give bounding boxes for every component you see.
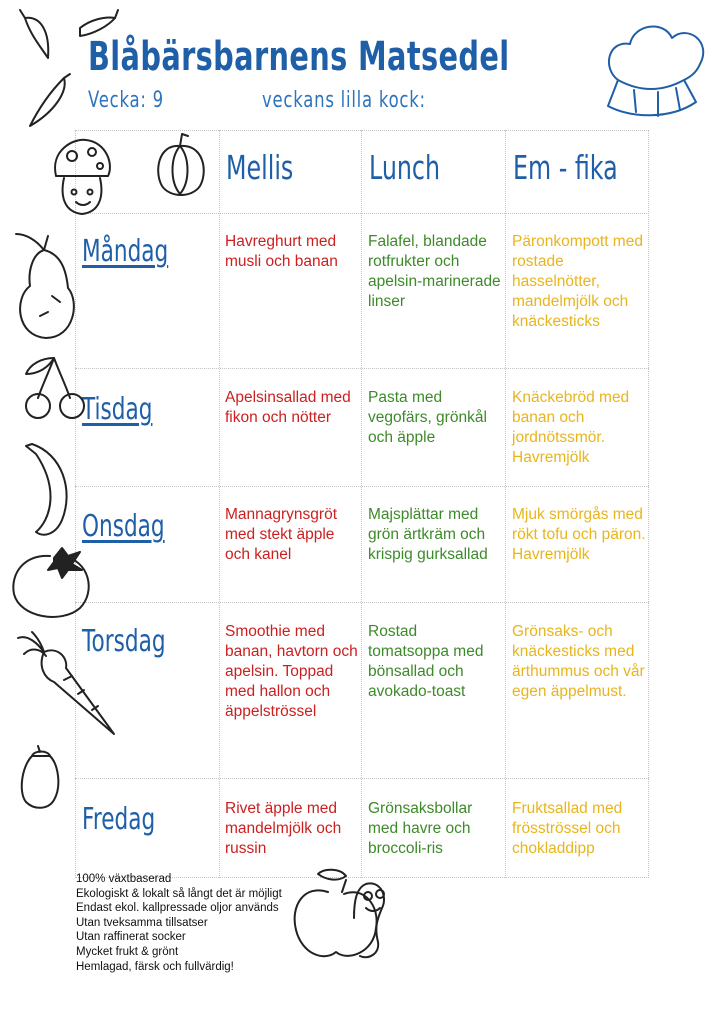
day-label-torsdag: Torsdag	[82, 624, 166, 659]
cook-label: veckans lilla kock:	[262, 88, 426, 113]
cell-fredag-lunch: Grönsaksbollar med havre och broccoli-ris	[368, 800, 473, 857]
note-item: 100% växtbaserad	[76, 873, 172, 885]
day-label-mandag: Måndag	[82, 234, 169, 269]
column-header-fika: Em - fika	[513, 148, 618, 187]
note-item: Utan raffinerat socker	[76, 931, 186, 944]
note-item: Ekologiskt & lokalt så långt det är möjligt	[76, 887, 282, 900]
day-label-fredag: Fredag	[82, 802, 156, 837]
week-label: Vecka: 9	[88, 88, 164, 113]
notes-list	[76, 872, 282, 974]
cell-tisdag-fika: Knäckebröd med banan och jordnötssmör. Havremjölk	[512, 389, 630, 466]
note-item: Mycket frukt & grönt	[76, 945, 179, 958]
note-item: Endast ekol. kallpressade oljor används	[76, 902, 279, 915]
cell-mandag-fika: Päronkompott med rostade hasselnötter, mandelmjölk och knäckesticks	[512, 233, 643, 330]
chili-pepper-icon	[10, 6, 120, 66]
cell-tisdag-lunch: Pasta med vegofärs, grönkål och äpple	[368, 389, 487, 446]
cell-tisdag-mellis: Apelsinsallad med fikon och nötter	[225, 389, 351, 426]
cherries-icon	[22, 354, 88, 420]
carrot-icon	[14, 630, 118, 740]
note-item: Hemlagad, färsk och fullvärdig!	[76, 960, 234, 973]
column-header-mellis: Mellis	[226, 148, 294, 187]
pumpkin-icon	[152, 132, 210, 198]
column-header-lunch: Lunch	[369, 148, 441, 187]
cell-torsdag-lunch: Rostad tomatsoppa med bönsallad och avokado-toast	[368, 623, 484, 700]
cell-onsdag-mellis: Mannagrynsgröt med stekt äpple och kanel	[225, 506, 338, 563]
cell-fredag-fika: Fruktsallad med frösströssel och chokladdipp	[512, 800, 623, 857]
cell-mandag-lunch: Falafel, blandade rotfrukter och apelsin-marinerade linser	[368, 233, 501, 310]
eggplant-icon	[18, 742, 64, 812]
cell-torsdag-mellis: Smoothie med banan, havtorn och apelsin. Toppad med hallon och äppelströssel	[225, 623, 358, 720]
pear-icon	[8, 232, 80, 344]
chef-hat-icon	[600, 18, 712, 122]
tomato-icon	[10, 542, 94, 624]
day-label-onsdag: Onsdag	[82, 509, 165, 544]
apple-worm-icon	[284, 862, 394, 972]
mushroom-icon	[50, 136, 112, 218]
cell-torsdag-fika: Grönsaks- och knäckesticks med ärthummus och vår egen äppelmust.	[512, 623, 645, 700]
day-label-tisdag: Tisdag	[82, 392, 153, 427]
cell-fredag-mellis: Rivet äpple med mandelmjölk och russin	[225, 800, 342, 857]
page-title: Blåbärsbarnens Matsedel	[88, 34, 510, 80]
cell-onsdag-lunch: Majsplättar med grön ärtkräm och krispig gurksallad	[368, 506, 488, 563]
cell-mandag-mellis: Havreghurt med musli och banan	[225, 233, 338, 270]
chili-pepper-icon	[24, 72, 74, 132]
note-item: Utan tveksamma tillsatser	[76, 916, 208, 929]
cell-onsdag-fika: Mjuk smörgås med rökt tofu och päron. Havremjölk	[512, 506, 646, 563]
banana-icon	[22, 440, 76, 540]
